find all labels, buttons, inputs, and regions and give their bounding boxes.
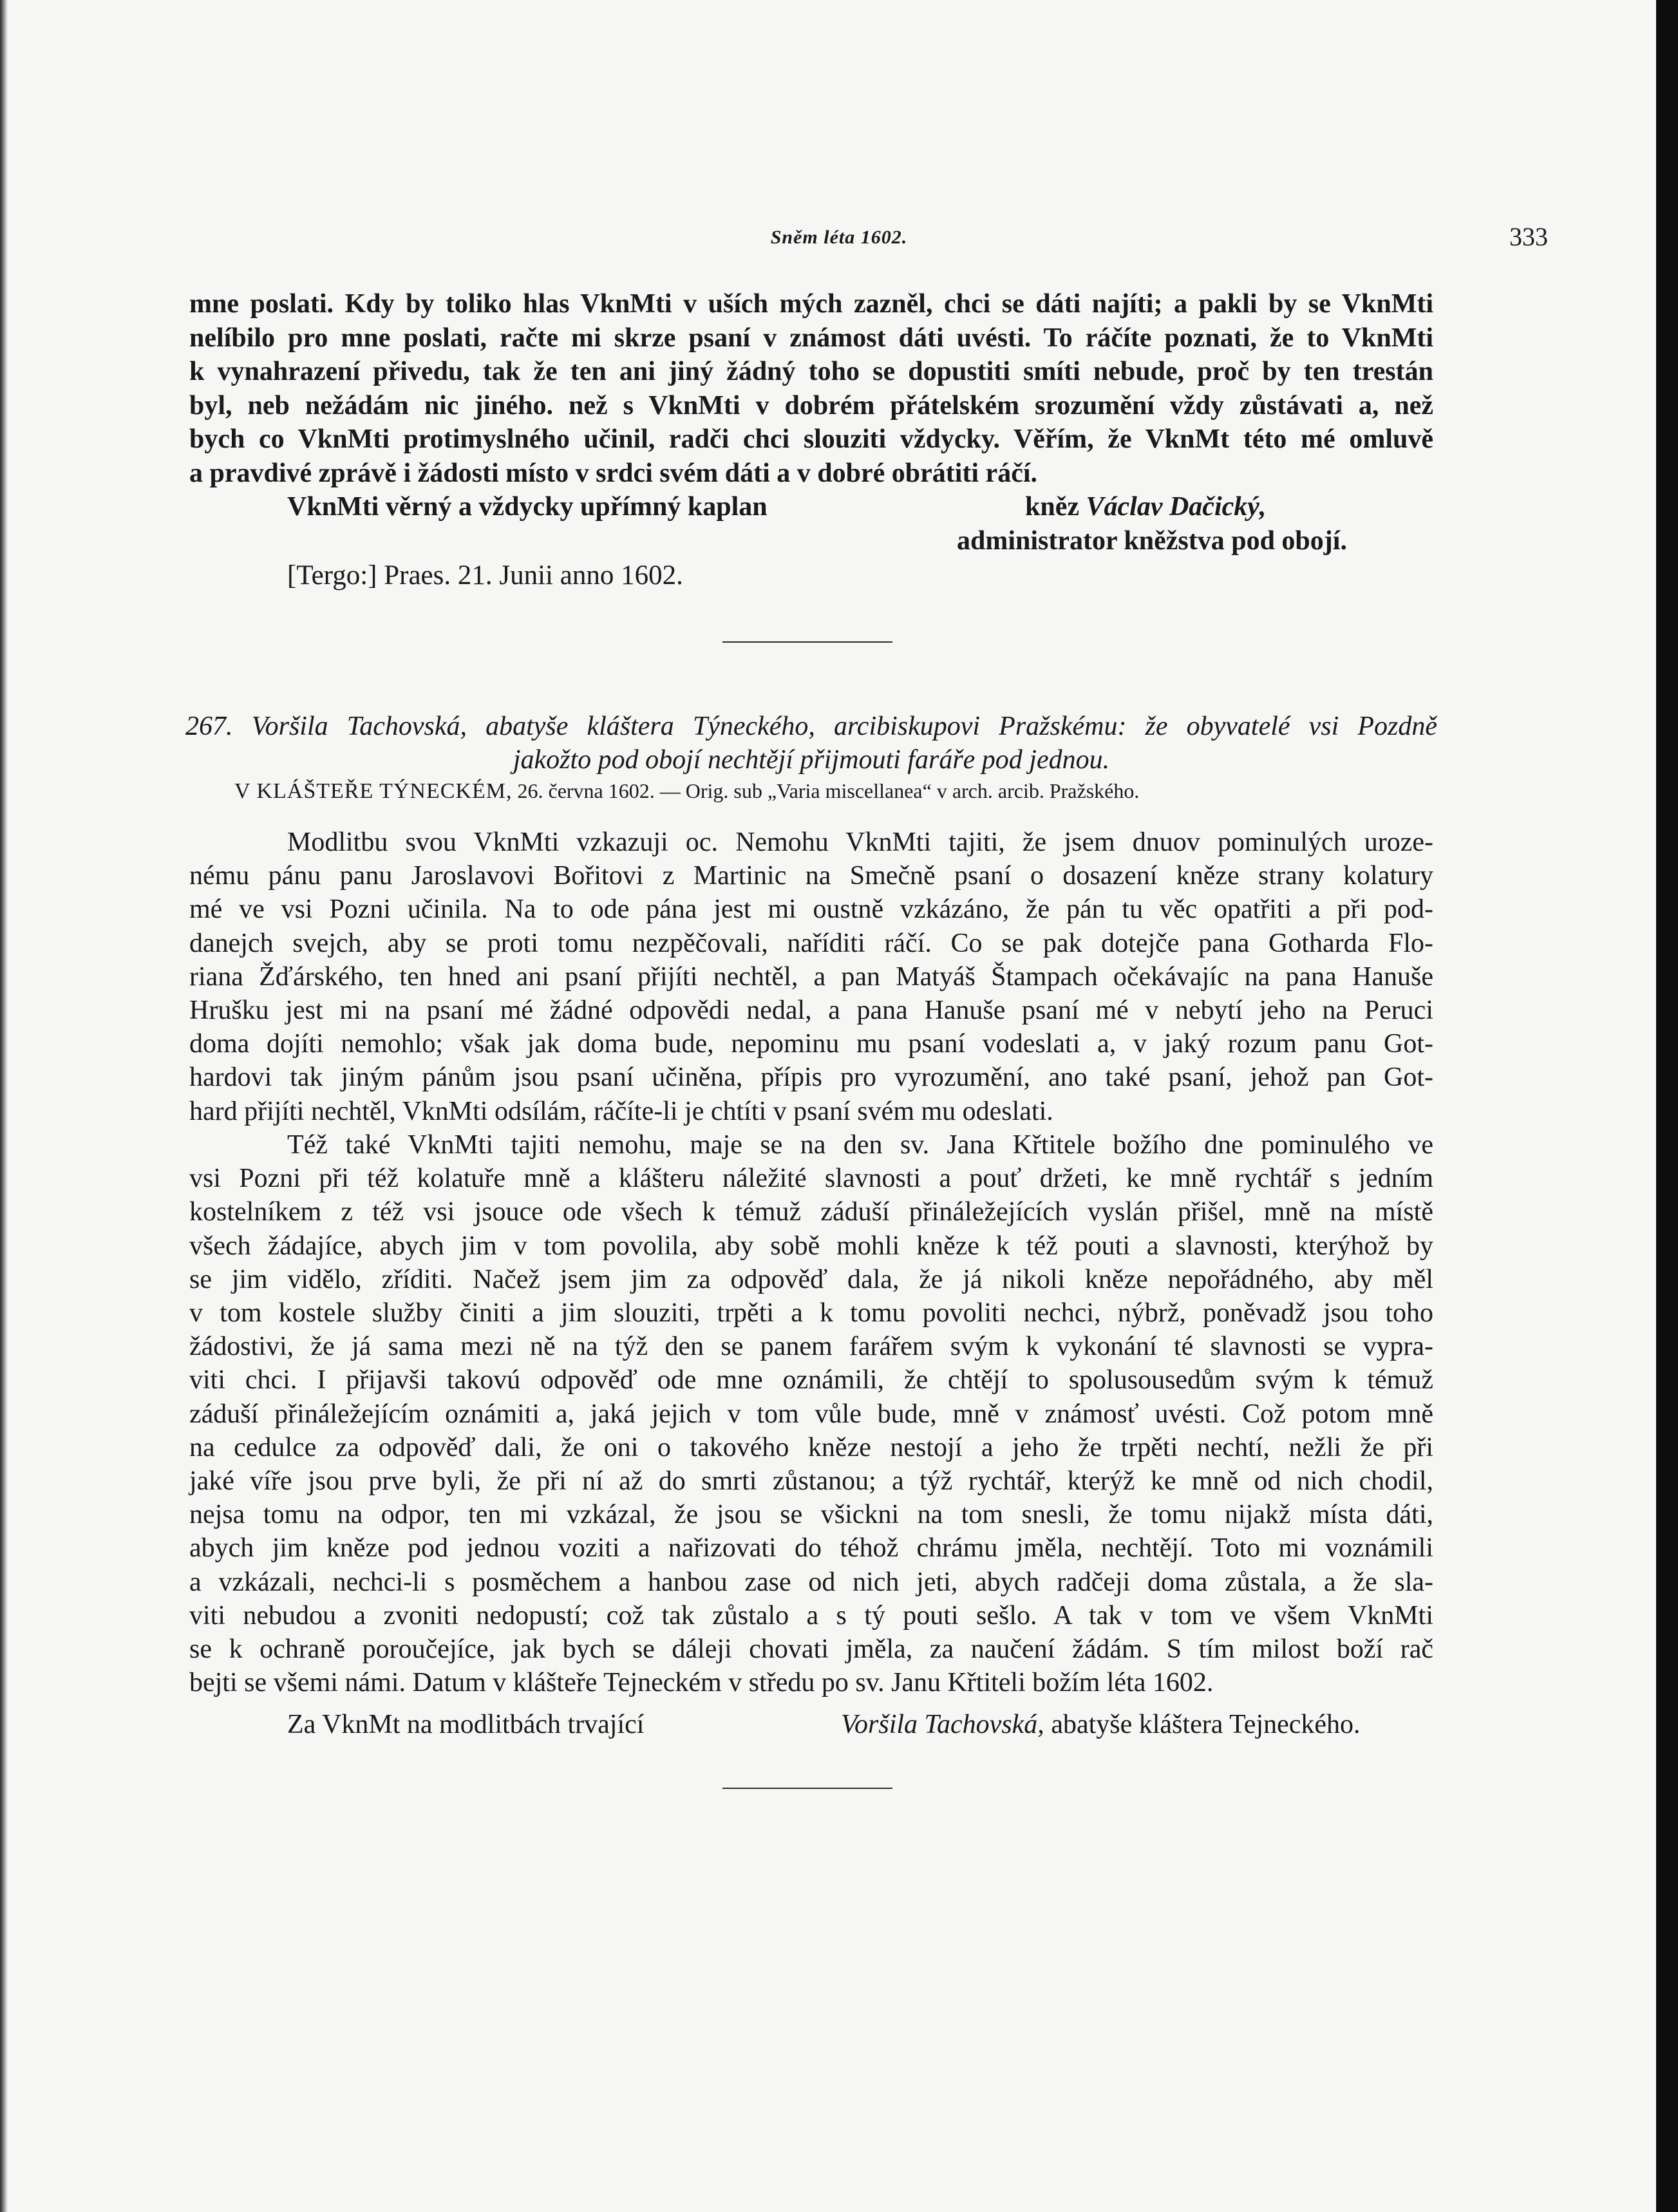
- letter-number: 267.: [185, 712, 233, 741]
- text-line: kostelníkem z též vsi jsouce ode všech k témuž záduší přináležejících vyslán přišel, mně na místě: [189, 1197, 1433, 1227]
- letter-266-text: [189, 287, 1433, 490]
- letter-267-heading: [185, 710, 1437, 777]
- text-line: nému pánu panu Jaroslavovi Bořitovi z Martinic na Smečně psaní o dosazení kněze strany kolatury: [189, 861, 1433, 891]
- signature-name: Voršila Tachovská,: [841, 1710, 1044, 1739]
- text-line: byl, neb nežádám nic jiného. než s VknMti v dobrém přátelském srozumění vždy zůstávati a, než: [189, 390, 1433, 421]
- text-line: k vynahrazení přivedu, tak že ten ani jiný žádný toho se dopustiti smíti nebude, proč by ten trestán: [189, 357, 1433, 386]
- signature: [1025, 490, 1266, 524]
- section-divider: [722, 641, 892, 643]
- closing-left: Za VknMt na modlitbách trvající: [287, 1710, 645, 1739]
- heading-line-2: jakožto pod obojí nechtějí přijmouti faráře pod jednou.: [513, 745, 1110, 775]
- text-line: mne poslati. Kdy by toliko hlas VknMti v uších mých zazněl, chci se dáti najíti; a pakli by se VknMti: [189, 289, 1433, 319]
- closing-left: VknMti věrný a vždycky upřímný kaplan: [287, 492, 768, 522]
- heading-line-1: Voršila Tachovská, abatyše kláštera Týneckého, arcibiskupovi Pražskému: že obyvatelé vsi Pozdně: [251, 712, 1438, 741]
- text-line: abych jim kněze pod jednou voziti a nařizovati do téhož chrámu jměla, nechtějí. Toto mi voznámili: [189, 1533, 1433, 1564]
- letter-267-paragraph-2: [189, 1128, 1433, 1699]
- signature-title: administrator kněžstva pod obojí.: [957, 525, 1347, 556]
- signature-prefix: kněz: [1025, 492, 1079, 522]
- text-line: Též také VknMti tajiti nemohu, maje se na den sv. Jana Křtitele božího dne pominulého ve: [287, 1130, 1433, 1160]
- letter-267-closing: [189, 1708, 1433, 1742]
- text-line: viti nebudou a zvoniti nedopustí; což tak zůstalo a s tý pouti sešlo. A tak v tom ve všem VknMti: [189, 1600, 1433, 1631]
- text-line: v tom kostele služby činiti a jim slouziti, trpěti a k tomu povoliti nechci, nýbrž, poněvadž jsou toho: [189, 1298, 1433, 1328]
- text-line: jaké víře jsou prve byli, že při ní až do smrti zůstanou; a týž rychtář, kterýž ke mně od nich chodil,: [189, 1466, 1433, 1497]
- text-line: riana Žďárského, ten hned ani psaní přijíti nechtěl, a pan Matyáš Štampach očekávajíc na pana Hanuše: [189, 961, 1433, 992]
- text-line: nejsa tomu na odpor, ten mi vzkázal, že jsou se všickni na tom snesli, že tomu nijakž místa dáti,: [189, 1500, 1433, 1530]
- text-line: Hrušku jest mi na psaní mé žádné odpovědi nedal, a pana Hanuše psaní mé v nebytí jeho na Peruci: [189, 996, 1433, 1026]
- text-line: nelíbilo pro mne poslati, račte mi skrze psaní v známost dáti uvésti. To ráčíte poznati, že to VknMti: [189, 323, 1433, 353]
- letter-266-closing: [189, 490, 1433, 558]
- signature-name: Václav Dačický,: [1086, 492, 1267, 522]
- text-line: se k ochraně poroučejíce, jak bych se dáleji chovati jměla, za naučení žádám. S tím milost boží rač: [189, 1634, 1433, 1665]
- text-line: se jim vidělo, zříditi. Načež jsem jim za odpověď dala, že já nikoli kněze nepořádného, aby měl: [189, 1264, 1433, 1294]
- tergo-note: [189, 559, 1433, 593]
- dateline: [234, 779, 1139, 804]
- signature: [841, 1708, 1361, 1742]
- page-number: 333: [1509, 222, 1548, 251]
- text-line: vsi Pozni při též kolatuře mně a klášteru náležité slavnosti a pouť držeti, ke mně rychtář s jedním: [189, 1164, 1433, 1194]
- text-line: doma dojíti nemohlo; však jak doma bude, nepominu mu psaní vodeslati a, v jaký rozum panu Got-: [189, 1029, 1433, 1059]
- text-line: bych co VknMti protimyslného učinil, radči chci slouziti vždycky. Věřím, že VknMt této mé omluvě: [189, 424, 1433, 454]
- running-head: Sněm léta 1602.: [770, 227, 908, 248]
- section-divider-bottom: [722, 1788, 892, 1789]
- scan-left-shadow: [0, 0, 8, 2212]
- text-line: na cedulce za odpověď dali, že oni o takového kněze nestojí a jeho že trpěti nechtí, nežli že při: [189, 1432, 1433, 1462]
- tergo-text: [Tergo:] Praes. 21. Junii anno 1602.: [287, 560, 683, 591]
- text-line: a vzkázali, nechci-li s posměchem a hanbou zase od nich jeti, abych radčeji doma zůstala, a že sla-: [189, 1567, 1433, 1597]
- text-line: hard přijíti nechtěl, VknMti odsílám, ráčíte-li je chtíti v psaní svém mu odeslati.: [189, 1096, 1053, 1126]
- dateline-place: V KLÁŠTEŘE TÝNECKÉM,: [234, 779, 513, 803]
- text-line: danejch svejch, aby se proti tomu nezpěčovali, naříditi ráčí. Co se pak dotejče pana Gotharda Flo-: [189, 928, 1433, 958]
- text-line: žádostivi, že já sama mezi ně na týž den se panem farářem svým k vykonání té slavnosti se vypra-: [189, 1332, 1433, 1362]
- text-line: a pravdivé zprávě i žádosti místo v srdci svém dáti a v dobré obrátiti ráčí.: [189, 458, 1038, 488]
- text-line: bejti se všemi námi. Datum v klášteře Tejneckém v středu po sv. Janu Křtiteli božím léta 1602.: [189, 1668, 1214, 1698]
- text-line: Modlitbu svou VknMti vzkazuji oc. Nemohu VknMti tajiti, že jsem dnuov pominulých uroze-: [287, 827, 1433, 857]
- text-line: viti chci. I přijavši takovú odpověď ode mne oznámili, že chtějí to spolusousedům svým k témuž: [189, 1365, 1433, 1395]
- text-line: záduší přináležejícím oznámiti a, jaká jejich v tom vůle bude, mně v známosť uvésti. Což potom mně: [189, 1399, 1433, 1429]
- text-line: mé ve vsi Pozni učinila. Na to ode pána jest mi oustně vzkázáno, že pán tu věc opatřiti a při pod-: [189, 894, 1433, 925]
- dateline-rest: 26. června 1602. — Orig. sub „Varia miscellanea“ v arch. arcib. Pražského.: [517, 779, 1140, 802]
- scan-right-edge: [1656, 0, 1678, 2212]
- text-line: hardovi tak jiným pánům jsou psaní učiněna, přípis pro vyrozumění, ano také psaní, jehož pan Got-: [189, 1063, 1433, 1093]
- signature-title: abatyše kláštera Tejneckého.: [1051, 1710, 1361, 1739]
- letter-267-paragraph-1: [189, 826, 1433, 1128]
- text-line: všech žádajíce, abych jim v tom povolila, aby sobě mohli kněze k též pouti a slavnosti, kterýhož by: [189, 1231, 1433, 1261]
